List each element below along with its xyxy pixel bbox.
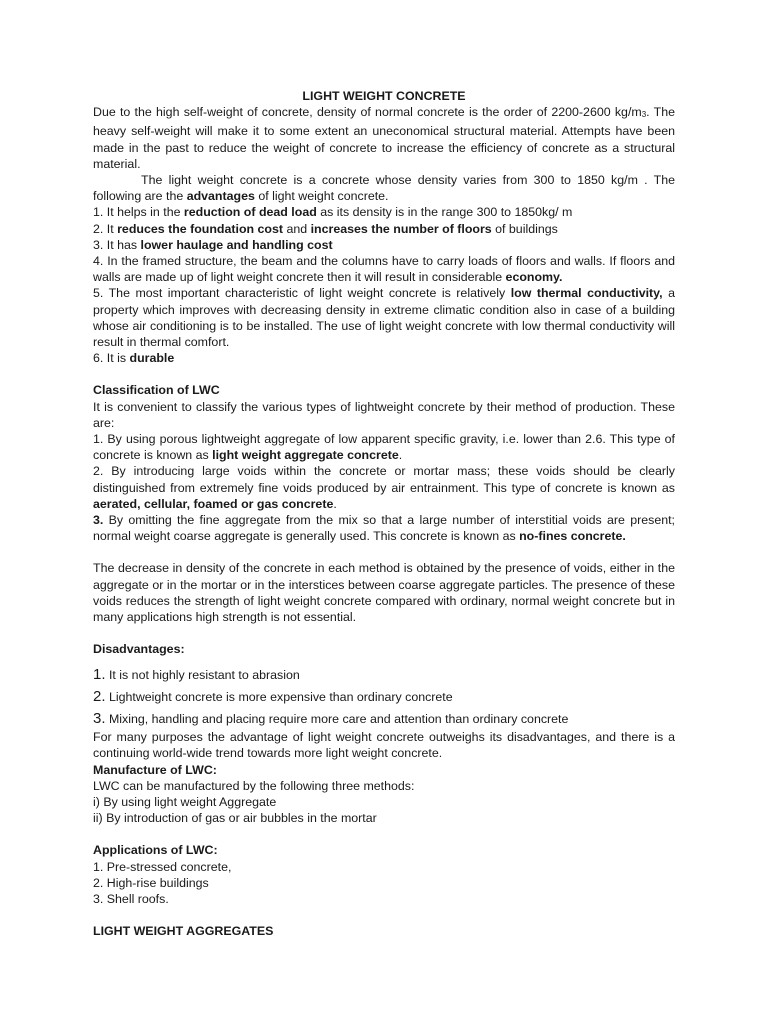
classification-item-3: 3. By omitting the fine aggregate from the mix so that a large number of interstitial voids are present; normal weight coarse aggregate is generally used. This concrete is known as no-fines concrete.	[93, 513, 675, 544]
manufacture-intro: LWC can be manufactured by the following three methods:	[93, 778, 415, 793]
classification-item-2: 2. By introducing large voids within the concrete or mortar mass; these voids should be clearly distinguished from extremely fine voids produced by air entrainment. This type of concrete is known as aerated, cellular, foamed or gas concrete.	[93, 464, 675, 511]
application-item: 1. Pre-stressed concrete,	[93, 859, 232, 874]
density-paragraph: The decrease in density of the concrete in each method is obtained by the presence of voids, either in the aggregate or in the mortar or in the interstices between coarse aggregate particles. The presence of these voids reduces the strength of light weight concrete compared with ordinary, normal weight concrete but in many applications high strength is not essential.	[93, 561, 675, 625]
manufacture-item: ii) By introduction of gas or air bubbles in the mortar	[93, 811, 377, 826]
application-item: 2. High-rise buildings	[93, 875, 209, 890]
document-title: LIGHT WEIGHT CONCRETE	[302, 89, 466, 103]
manufacture-item: i) By using light weight Aggregate	[93, 794, 277, 809]
disadvantage-item: 1. It is not highly resistant to abrasion	[93, 665, 300, 683]
disadvantage-item: 3. Mixing, handling and placing require more care and attention than ordinary concrete	[93, 709, 569, 727]
classification-intro: It is convenient to classify the various types of lightweight concrete by their method of production. These are:	[93, 399, 675, 430]
disadvantages-heading: Disadvantages:	[93, 642, 185, 657]
advantage-item: 4. In the framed structure, the beam and the columns have to carry loads of floors and walls. If floors and walls are made up of light weight concrete then it will result in considerable economy.	[93, 254, 675, 285]
classification-item-1: 1. By using porous lightweight aggregate of low apparent specific gravity, i.e. lower than 2.6. This type of concrete is known as light weight aggregate concrete.	[93, 432, 675, 463]
advantage-item: 2. It reduces the foundation cost and increases the number of floors of buildings	[93, 221, 558, 236]
intro-paragraph-2: The light weight concrete is a concrete whose density varies from 300 to 1850 kg/m . The following are the advantages of light weight concrete.	[93, 173, 675, 204]
advantage-item: 5. The most important characteristic of light weight concrete is relatively low thermal conductivity, a property which improves with decreasing density in extreme climatic condition also in case of a building whose air conditioning is to be installed. The use of light weight concrete with low thermal conductivity will result in thermal comfort.	[93, 286, 675, 350]
application-item: 3. Shell roofs.	[93, 891, 169, 906]
advantage-item: 3. It has lower haulage and handling cost	[93, 237, 333, 252]
intro-paragraph-1: Due to the high self-weight of concrete, density of normal concrete is the order of 2200-2600 $kg/m_3$. The heavy self-weight will make it to some extent an uneconomical structural material. Attempts have been made in the past to reduce the weight of concrete to increase the efficiency of concrete as a structural material.	[93, 105, 675, 171]
applications-heading: Applications of LWC:	[93, 843, 218, 858]
manufacture-heading: Manufacture of LWC:	[93, 762, 217, 777]
advantage-item: 6. It is durable	[93, 351, 175, 366]
aggregates-heading: LIGHT WEIGHT AGGREGATES	[93, 924, 274, 939]
classification-heading: Classification of LWC	[93, 383, 220, 398]
disadvantage-item: 2. Lightweight concrete is more expensive than ordinary concrete	[93, 687, 453, 705]
disadvantages-closing: For many purposes the advantage of light weight concrete outweighs its disadvantages, and there is a continuing world-wide trend towards more light weight concrete.	[93, 730, 675, 761]
advantage-item: 1. It helps in the reduction of dead load as its density is in the range 300 to 1850kg/ m	[93, 205, 573, 220]
